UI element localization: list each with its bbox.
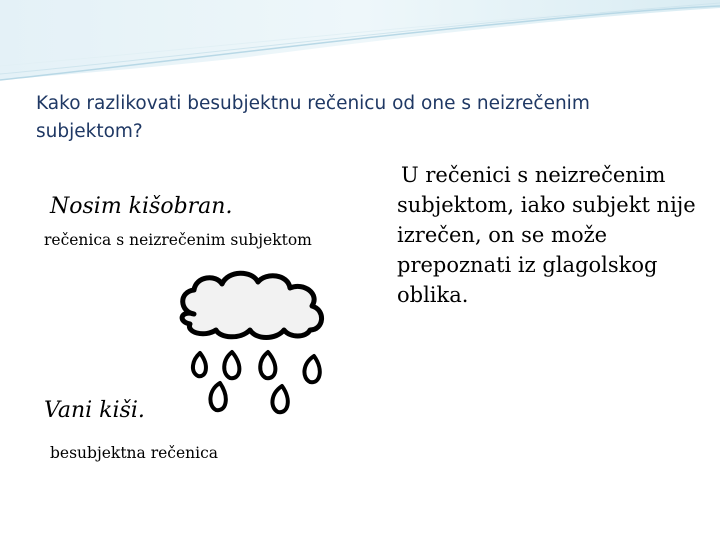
example-sentence-subjectless: Vani kiši. (44, 398, 145, 423)
rain-cloud-icon (170, 268, 350, 428)
example-label-subjectless: besubjektna rečenica (50, 444, 219, 462)
explanation-text: U rečenici s neizrečenim subjektom, iako subjekt nije izrečen, on se može prepoznati iz glagolskog oblika. (397, 163, 696, 307)
example-label-implied-subject: rečenica s neizrečenim subjektom (44, 231, 312, 249)
header-decoration (0, 0, 720, 90)
example-sentence-implied-subject: Nosim kišobran. (50, 194, 233, 219)
slide-title: Kako razlikovati besubjektnu rečenicu od one s neizrečenim subjektom? (36, 93, 590, 142)
